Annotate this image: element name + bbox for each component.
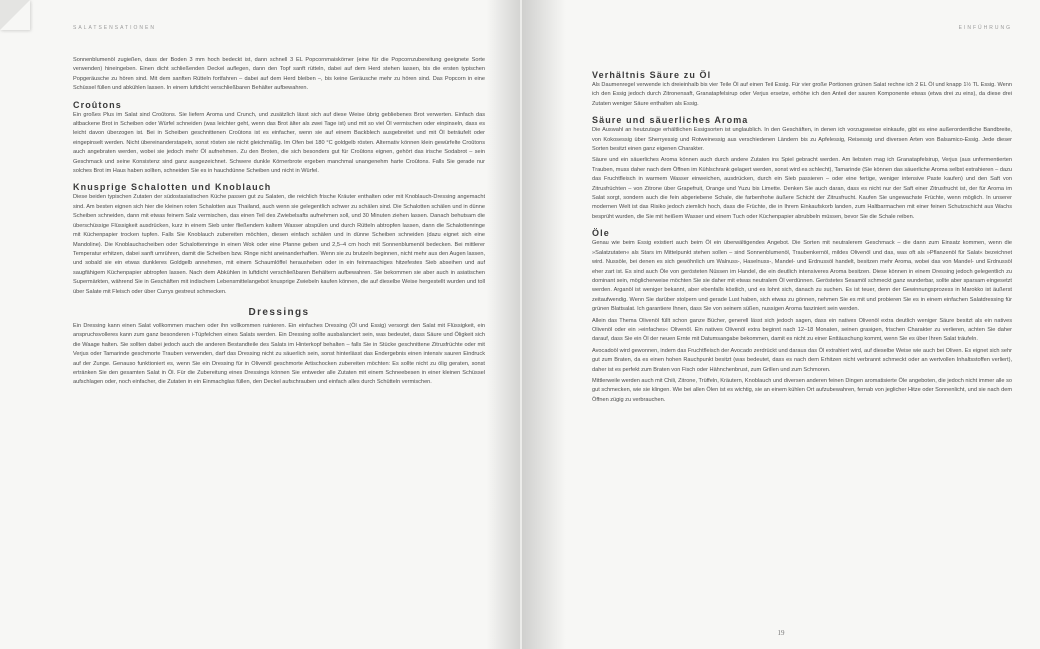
- paragraph-saeure-1: Die Auswahl an heutzutage erhältlichen Essigsorten ist unglaublich. In den Geschäften, in denen ich vorzugsweise einkaufe, gibt es eine außerordentliche Bandbreite, von Kokosessig über Sherryessig und Rotweinessig aus verschiedenen Ländern bis zu Apfelessig, Reisessig und diversen Arten von Balsamico-Essig. Jede dieser Sorten besitzt einen ganz eigenen Charakter.: [592, 127, 1012, 153]
- right-page: [522, 0, 1040, 649]
- paragraph-oele-2: Allein das Thema Olivenöl füllt schon ganze Bücher, generell lässt sich jedoch sagen, dass ein natives Olivenöl extra deutlich weniger Säure besitzt als ein natives Olivenöl oder ein »einfaches« Olivenöl. Ein natives Olivenöl extra beginnt nach 12–18 Monaten, seinen grasigen, frischen Charakter zu verlieren, achten Sie daher darauf, dass Sie ein Öl der neuen Ernte mit Datumsangabe bekommen, damit es nicht zu einer Enttäuschung kommt, wenn Sie es über Ihren Salat träufeln.: [592, 317, 1012, 343]
- page-curl-icon[interactable]: [0, 0, 30, 30]
- paragraph-verhaeltnis: Als Daumenregel verwende ich dreieinhalb bis vier Teile Öl auf einen Teil Essig. Für vier große Portionen grünen Salat rechne ich 2 EL Öl und knapp 1½ TL Essig. Wenn ich den Essig jedoch durch Zitronensaft, Granatapfelsirup oder Verjus ersetze, erhöhe ich den Anteil der sauren Komponente etwas (etwa drei zu eins), da diese drei Zutaten weniger Säure enthalten als Essig.: [592, 82, 1012, 107]
- heading-verhaeltnis: Verhältnis Säure zu Öl: [592, 70, 712, 80]
- paragraph-croutons: Ein großes Plus im Salat sind Croûtons. Sie liefern Aroma und Crunch, und zusätzlich lässt sich auf diese Weise übrig gebliebenes Brot verwerten. Einfach das altbackene Brot in Scheiben oder Würfel schneiden (was leichter geht, wenn das Brot älter als zwei Tage ist) und mit so viel Öl vermischen oder einpinseln, dass es leicht davon überzogen ist. Bei in Scheiben geschnittenen Croûtons ist es einfacher, wenn sie auf einem Backblech ausgebreitet und mit Öl beträufelt oder eingepinselt werden. Nicht übereinanderstapeln, sonst rösten sie nicht gleichmäßig. Im Ofen bei 180 °C goldgelb rösten. Alternativ können klein gewürfelte Croûtons auch angebraten werden, wobei sie jedoch mehr Öl aufnehmen. Zu den Broten, die sich besonders gut für Croûtons eignen, gehört das irische Sodabrot – sein Geschmack und seine Konsistenz sind ganz ausgezeichnet. Schwere dunkle Körnerbrote ergeben manchmal unangenehm harte Croûtons. Falls Sie gerade nur solches Brot im Haus haben sollten, schneiden Sie es in hauchdünne Scheiben und nicht in Würfel.: [73, 111, 485, 175]
- intro-paragraph: Sonnenblumenöl zugießen, dass der Boden 3 mm hoch bedeckt ist, dann schnell 3 EL Popcornmaiskörner (eine für die Popcornzubereitung geeignete Sorte verwenden) hineingeben. Einen dicht schließenden Deckel auflegen, dann den Topf sanft rütteln, dabei auf dem Herd stehen lassen, bis die ersten typischen Popgeräusche zu hören sind. Mit dem sanften Rütteln fortfahren – dabei auf dem Herd bleiben –, bis keine Geräusche mehr zu hören sind. Das Popcorn in eine Schüssel füllen und abkühlen lassen. In einem luftdicht verschließbaren Behälter aufbewahren.: [73, 57, 485, 92]
- paragraph-dressings: Ein Dressing kann einen Salat vollkommen machen oder ihn vollkommen ruinieren. Ein einfaches Dressing (Öl und Essig) versorgt den Salat mit Flüssigkeit, ein anspruchsvolleres kann zum ganz besonderen i-Tüpfelchen eines Salats werden. Ein Dressing sollte ausbalanciert sein, was bedeutet, dass Säure und Öligkeit sich die Waage halten. Sie sollten dabei jedoch auch die anderen Bestandteile des Salats im Hinterkopf behalten – falls Sie in Stücke geschnittene Zitrusfrüchte oder mit Verjus oder Tamarinde geschmorte Trauben verwenden, darf das Dressing nicht zu säuerlich sein, sonst hinterlässt das Endergebnis einen intensiv sauren Eindruck auf der Zunge. Genauso funktioniert es, wenn Sie ein Dressing für in Olivenöl geschmorte Artischocken zubereiten möchten: Es sollte nicht zu ölig geraten, sonst ertränken Sie den gesamten Salat in Öl. Für die Zubereitung eines Dressings können Sie entweder alle Zutaten mit einem Schneebesen in einer kleinen Schüssel aufschlagen oder, noch einfacher, die Zutaten in ein Einmachglas füllen, den Deckel aufschrauben und einfach alles durch Schütteln vermischen.: [73, 322, 485, 386]
- paragraph-oele-4: Mittlerweile werden auch mit Chili, Zitrone, Trüffeln, Kräutern, Knoblauch und diversen anderen feinen Dingen aromatisierte Öle angeboten, die jedoch nicht immer alle so gut schmecken, wie sie klingen. Wie bei allen Ölen ist es wichtig, sie an einem kühlen Ort aufzubewahren, fernab von jeglicher Hitze oder Sonnenlicht, und sie nach dem Öffnen zügig zu verbrauchen.: [592, 377, 1012, 403]
- running-head-left: SALATSENSATIONEN: [73, 25, 156, 31]
- paragraph-oele-3: Avocadoöl wird gewonnen, indem das Fruchtfleisch der Avocado zerdrückt und daraus das Öl extrahiert wird, auf dieselbe Weise wie auch bei Oliven. Es eignet sich sehr gut zum Braten, da es einen hohen Rauchpunkt besitzt (was bedeutet, dass es nach dem Erhitzen nicht verbrannt schmeckt oder an wertvollen Inhaltsstoffen verliert), daher ist es perfekt zum Braten von Fisch oder Hähnchenbrust, zum Grillen und zum Schmoren.: [592, 347, 1012, 373]
- heading-saeure: Säure und säuerliches Aroma: [592, 115, 749, 126]
- paragraph-schalotten: Diese beiden typischen Zutaten der südostasiatischen Küche passen gut zu Salaten, die reichlich frische Kräuter enthalten oder mit Knoblauch-Dressing angemacht sind. Am besten eignen sich hier die kleinen roten Schalotten aus Thailand, auch wenn sie gelegentlich schwer zu schälen sind. Die Schalotten schälen und in dünne Scheiben schneiden, dann mit etwas feinem Salz vermischen, das einen Teil des Zwiebelsafts aufnehmen soll, und 30 Minuten ziehen lassen. Danach behutsam die überschüssige Flüssigkeit ausdrücken, kurz in einem Sieb unter fließendem kaltem Wasser abspülen und durch Rütteln abtropfen lassen, dann die Schalottenringe mit Küchenpapier trocken tupfen. Falls Sie Knoblauch zubereiten möchten, diesen einfach schälen und in dünne Scheiben schneiden (dazu eignet sich eine Mandoline). Die Knoblauchscheiben oder Schalottenringe in einen Wok oder eine Pfanne geben und 2,5–4 cm hoch mit Sonnenblumenöl bedecken. Bei mittlerer Temperatur erhitzen, dabei sanft umrühren, damit die Scheiben bzw. Ringe nicht aneinanderhaften. Wenn sie zu brutzeln beginnen, nicht mehr aus den Augen lassen, und sobald sie ein etwas dunkleres Goldgelb annehmen, mit einem Schaumlöffel herausheben oder in ein feinmaschiges hitzefestes Sieb abseihen und auf saugfähigem Küchenpapier abtropfen lassen. Nach dem Abkühlen in luftdicht verschließbaren Behältern aufbewahren. Sie bekommen sie aber auch in asiatischen Supermärkten, während Sie in Geschäften mit indischem Lebensmittelangebot knusprige Zwiebeln kaufen können, die auf dieselbe Weise hergestellt wurden und toll über Salate mit Fleisch oder über Currys gestreut schmecken.: [73, 194, 485, 295]
- running-head-right: EINFÜHRUNG: [958, 25, 1012, 31]
- heading-oele: Öle: [592, 228, 610, 239]
- heading-schalotten: Knusprige Schalotten und Knoblauch: [73, 182, 272, 193]
- heading-croutons: Croûtons: [73, 99, 122, 110]
- paragraph-saeure-2: Säure und ein säuerliches Aroma können auch durch andere Zutaten ins Spiel gebracht werden. Am liebsten mag ich Granatapfelsirup, Verjus (aus unfermentierten Trauben, muss daher nach dem Öffnen im Kühlschrank gelagert werden, sonst wird es schlecht), Tamarinde (Sie können das säuerliche Aroma selbst extrahieren – dazu das Fruchtfleisch in warmem Wasser einweichen, ausdrücken, durch ein Sieb passieren – oder eine fertige, weniger intensive Paste kaufen) und den Saft von Zitrusfrüchten – von Zitrone über Grapefruit, Orange und Yuzu bis Limette. Denken Sie auch daran, dass es nicht nur der Saft einer Zitrusfrucht ist, der für Aroma im Salat sorgt, sondern auch die fein abgeriebene Schale, die farbenfrohe äußere Schicht der Zitrusfrucht. Kaufen Sie ungewachste Früchte, wenn möglich. In unserer modernen Welt ist das Risiko jedoch ziemlich hoch, dass die Früchte, die in Ihrem Einkaufskorb landen, zum Haltbarmachen mit einer feinen Schutzschicht aus Wachs besprüht wurden, die Sie mit heißem Wasser und einem Tuch oder Küchenpapier abrubbeln müssen, bevor Sie die Schale reiben.: [592, 157, 1012, 220]
- paragraph-oele-1: Genau wie beim Essig existiert auch beim Öl ein überwältigendes Angebot. Die Sorten mit neutralerem Geschmack – die dann zum Einsatz kommen, wenn die »Salatzutaten« als Stars im Mittelpunkt stehen sollen – sind Sonnenblumenöl, Traubenkernöl, mildes Olivenöl und das, was oft als »Pflanzenöl für Salat« bezeichnet wird. Nussöle, bei denen es sich gewöhnlich um Walnuss-, Haselnuss-, Mandel- und Erdnussöl handelt, besitzen mehr Aroma, wobei das von Mandel- und Erdnussöl eher zart ist. Es sind auch Öle von gerösteten Nüssen im Handel, die ein deutlich intensiveres Aroma besitzen. Diese können in einem Dressing jedoch gelegentlich zu dominant sein, möglicherweise möchten Sie sie daher mit etwas neutralem Öl verdünnen. Geröstetes Sesamöl schmeckt ganz wunderbar, sollte aber sparsam eingesetzt werden. Arganöl ist weniger bekannt, aber ebenfalls köstlich, und es lohnt sich, danach zu suchen. Es ist teuer, denn der Gewinnungsprozess in Marokko ist äußerst zeitaufwendig. Wenn Sie darüber stolpern und gerade Lust haben, sich etwas zu gönnen, nehmen Sie es mit und probieren Sie es in einem einfachen Salatdressing für grünen Blattsalat. Ich garantiere Ihnen, dass Sie von seinem süßen, nussigen Aroma fasziniert sein werden.: [592, 240, 1012, 313]
- page-number: 19: [777, 629, 785, 637]
- heading-dressings: Dressings: [248, 306, 310, 318]
